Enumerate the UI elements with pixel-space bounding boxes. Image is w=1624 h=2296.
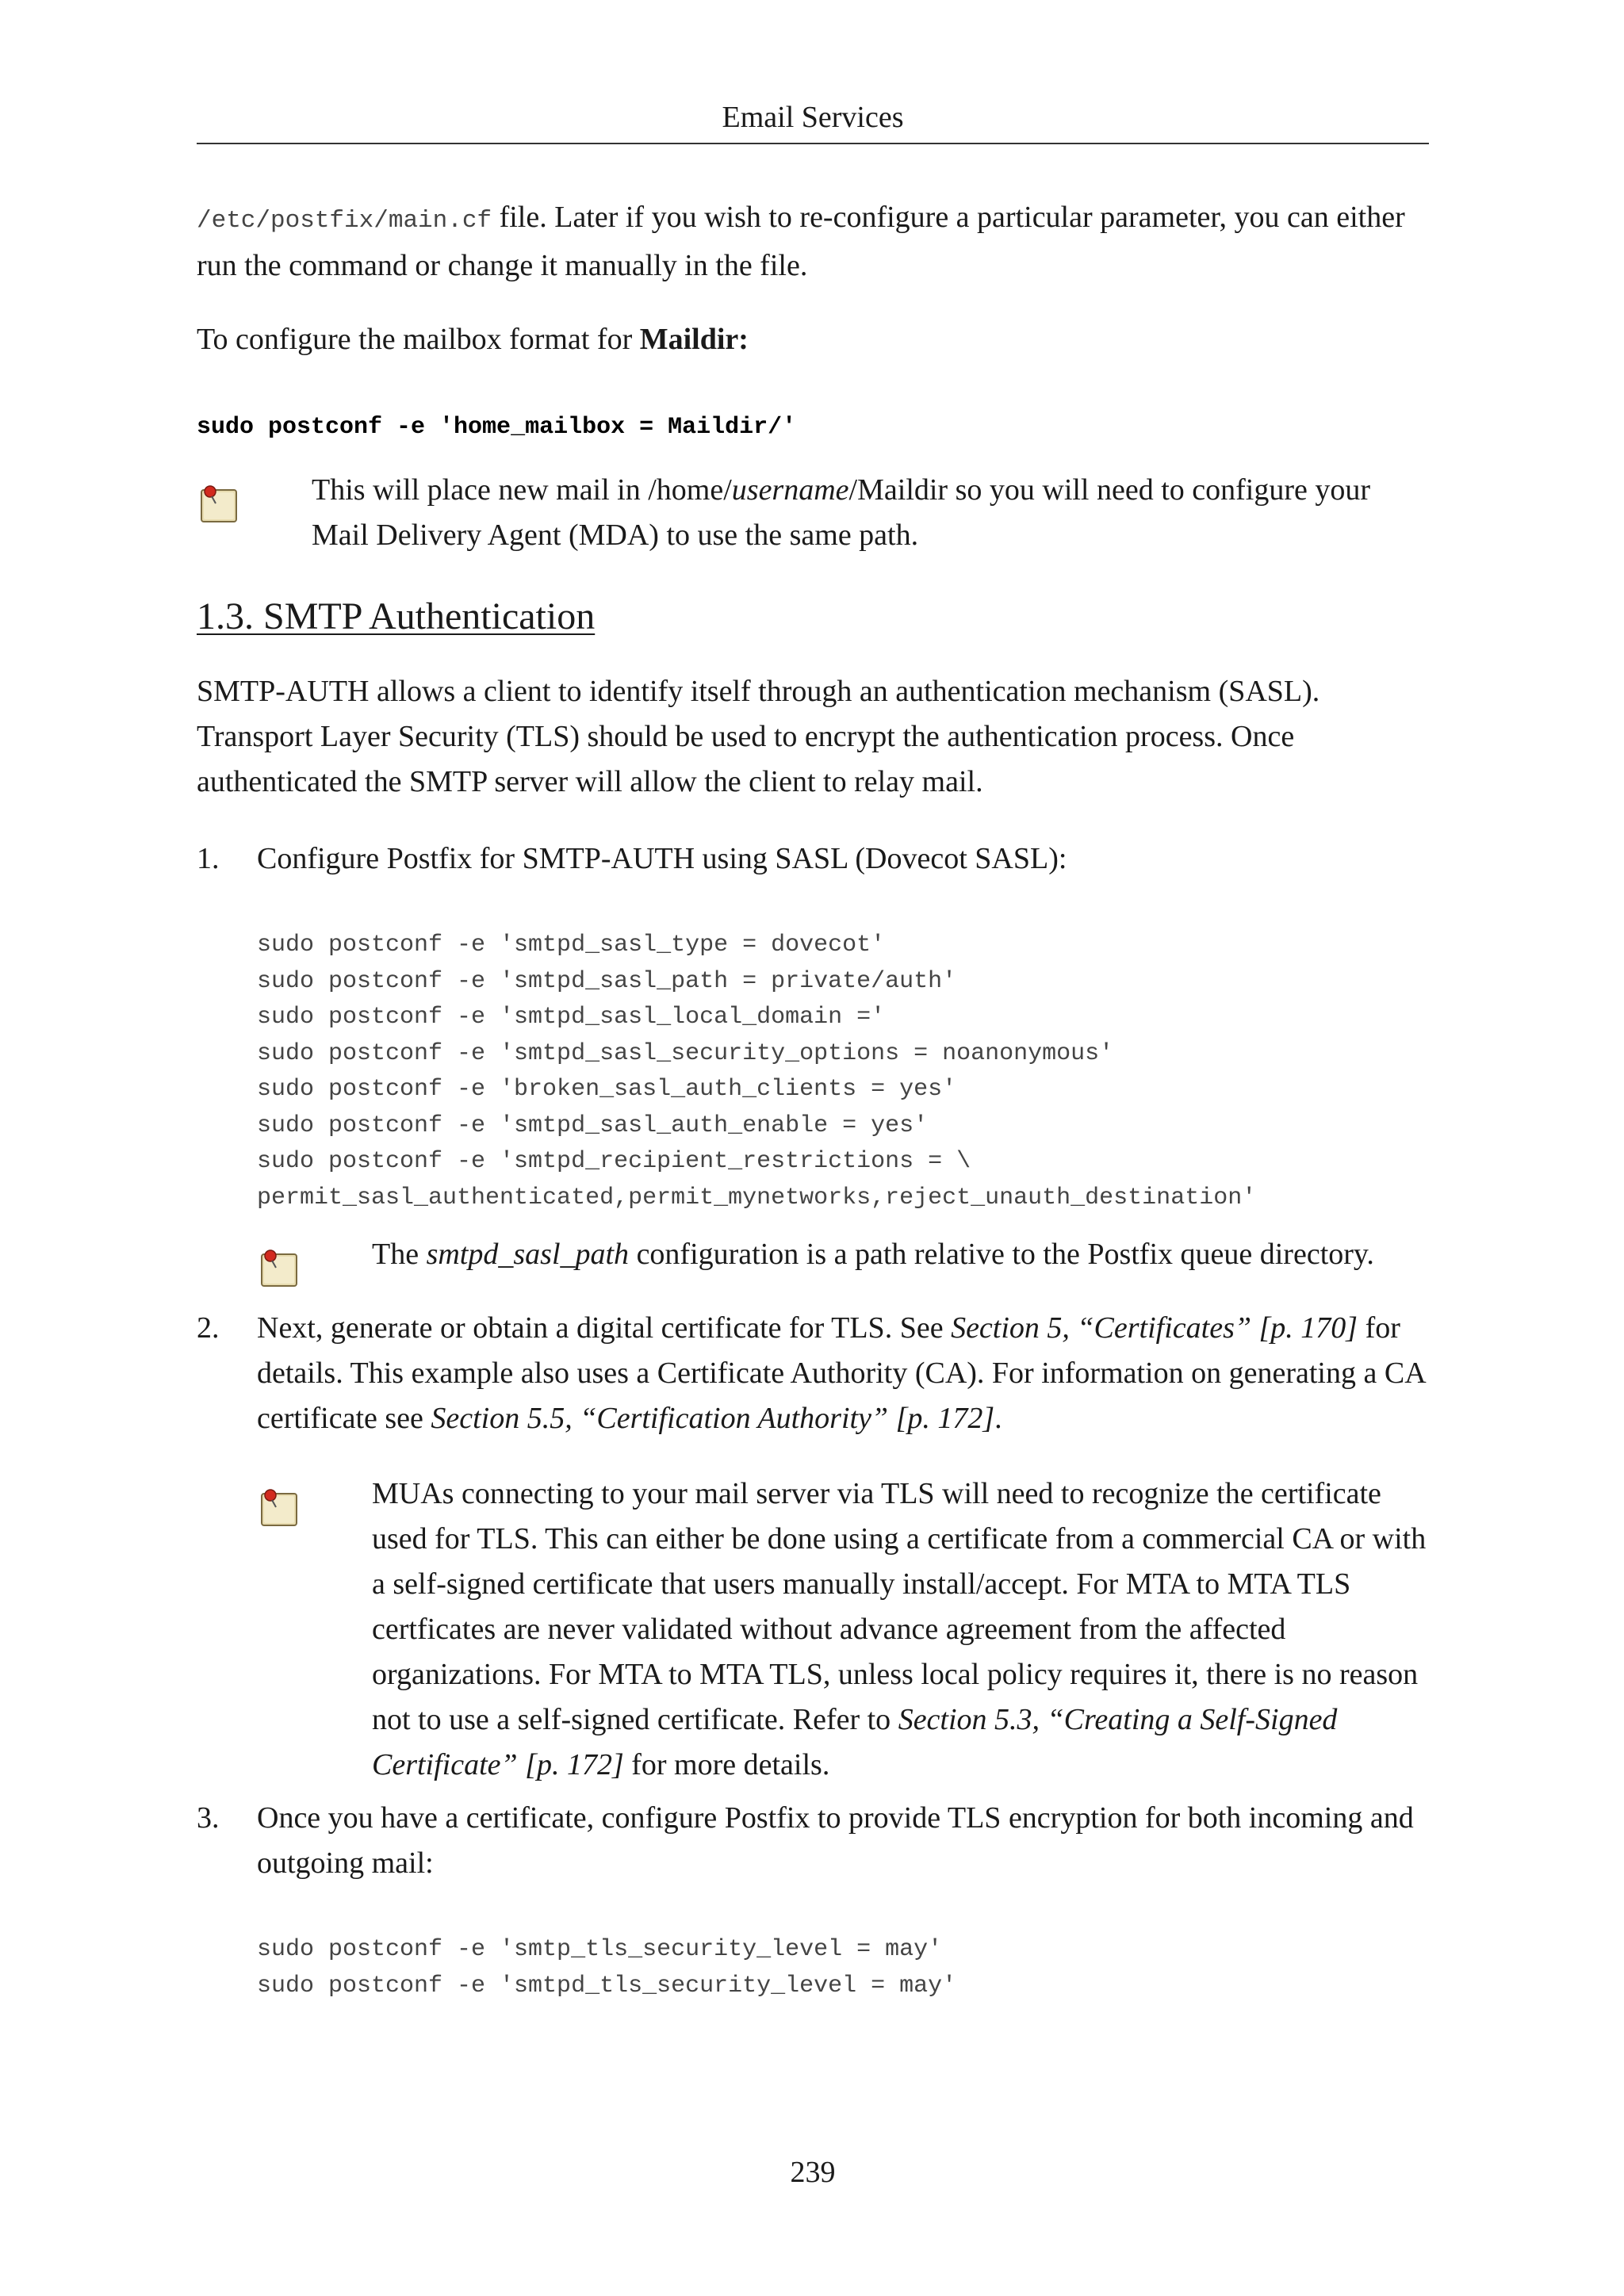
note-maildir-text-b: /Maildir so you will need to configure your Mail Delivery Agent (MDA) to use the same path. [312, 473, 1371, 552]
maildir-lead: To configure the mailbox format for [197, 323, 640, 356]
step-2-text-a: Next, generate or obtain a digital certificate for TLS. See [257, 1311, 952, 1345]
tls-config-commands: sudo postconf -e 'smtp_tls_security_level = may' sudo postconf -e 'smtpd_tls_security_level = may' [257, 1936, 957, 1999]
note-sasl-text-b: configuration is a path relative to the Postfix queue directory. [629, 1238, 1374, 1271]
note-maildir-text-a: This will place new mail in /home/ [312, 473, 732, 507]
smtp-auth-paragraph: SMTP-AUTH allows a client to identify itself through an authentication mechanism (SASL). Transport Layer Security (TLS) should be used to encrypt the authentication process. Once authenticated the SMTP server will allow the client to relay mail. [197, 675, 1320, 798]
note-maildir [197, 468, 1434, 558]
config-file-path: /etc/postfix/main.cf [197, 207, 492, 235]
self-signed-certificate-link[interactable]: Section 5.3, “Creating a Self-Signed Certificate” [p. 172] [372, 1703, 1338, 1781]
note-sasl-text-a: The [372, 1238, 427, 1271]
note-icon [257, 1246, 301, 1291]
step-1-number: 1. [197, 842, 220, 875]
step-3 [197, 1796, 1434, 2004]
note-sasl-path-text [372, 1232, 1434, 1277]
step-2-text-b: for details. This example also uses a Certificate Authority (CA). For information on generating a CA certificate see [257, 1311, 1425, 1435]
page-number: 239 [790, 2156, 836, 2189]
note-tls-text-b: for more details. [623, 1748, 830, 1781]
running-header: Email Services [722, 101, 904, 134]
step-2-text [257, 1306, 1434, 1441]
step-2-number: 2. [197, 1311, 220, 1345]
step-2-text-c: . [994, 1402, 1002, 1435]
step-3-text: Once you have a certificate, configure Postfix to provide TLS encryption for both incoming and outgoing mail: [257, 1801, 1414, 1880]
certification-authority-link[interactable]: Section 5.5, “Certification Authority” [p. 172] [431, 1402, 995, 1435]
note-icon [197, 482, 241, 526]
step-1-text: Configure Postfix for SMTP-AUTH using SASL (Dovecot SASL): [257, 842, 1067, 875]
note-maildir-italic: username [731, 473, 849, 507]
intro-paragraph [197, 195, 1434, 289]
page-content [197, 195, 1434, 2004]
note-sasl-path [257, 1232, 1434, 1277]
sasl-config-commands: sudo postconf -e 'smtpd_sasl_type = dovecot' sudo postconf -e 'smtpd_sasl_path = private/auth' sudo postconf -e 'smtpd_sasl_local_domain =' sudo postconf -e 'smtpd_sasl_security_options = noanonymous' sudo postconf -e 'broken_sasl_auth_clients = yes' sudo postconf -e 'smtpd_sasl_auth_enable = yes' sudo postconf -e 'smtpd_recipient_restrictions = \ permit_sasl_authenticated,permit_mynetworks,reject_unauth_destination' [257, 932, 1257, 1211]
section-heading: 1.3. SMTP Authentication [197, 595, 596, 637]
note-sasl-italic: smtpd_sasl_path [426, 1238, 630, 1271]
intro-text: file. Later if you wish to re-configure a particular parameter, you can either run the command or change it manually in the file. [197, 201, 1405, 282]
header-rule [197, 143, 1429, 144]
note-tls-text [372, 1471, 1434, 1788]
certificates-link[interactable]: Section 5, “Certificates” [p. 170] [951, 1311, 1358, 1345]
step-3-number: 3. [197, 1801, 220, 1835]
maildir-paragraph [197, 317, 1434, 362]
step-1 [197, 836, 1434, 1277]
note-tls-certificates [257, 1471, 1434, 1788]
step-2 [197, 1306, 1434, 1788]
maildir-bold: Maildir: [639, 323, 749, 356]
maildir-command: sudo postconf -e 'home_mailbox = Maildir/' [197, 414, 797, 441]
note-icon [257, 1486, 301, 1530]
note-tls-text-a: MUAs connecting to your mail server via TLS will need to recognize the certificate used for TLS. This can either be done using a certificate from a commercial CA or with a self-signed certificate that users manually install/accept. For MTA to MTA TLS certficates are never validated without advance agreement from the affected organizations. For MTA to MTA TLS, unless local policy requires it, there is no reason not to use a self-signed certificate. Refer to [372, 1477, 1427, 1736]
note-maildir-text [312, 468, 1434, 558]
